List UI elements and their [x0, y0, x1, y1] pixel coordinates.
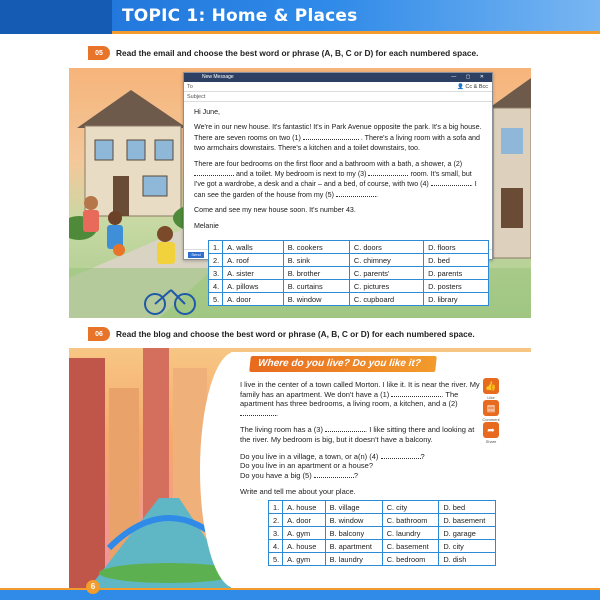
option-d[interactable]: D. basement [439, 514, 496, 527]
exercise-1-instruction [88, 45, 478, 61]
option-a[interactable]: A. gym [283, 553, 325, 566]
email-p1-part-b: . There's a living room with a sofa and two armchairs downstairs. There's a kitchen and a toilet downstairs, too. [194, 133, 480, 153]
option-c[interactable]: C. bedroom [382, 553, 439, 566]
question-number: 1. [269, 501, 283, 514]
blog-questions [240, 452, 480, 481]
exercise-1-text: Read the email and choose the best word or phrase (A, B, C or D) for each numbered space. [116, 48, 479, 58]
option-c[interactable]: C. doors [349, 241, 423, 254]
blog-p1-part-b: . The apartment has three bedrooms, a living room, a kitchen, and a (2) [240, 389, 459, 409]
option-d[interactable]: D. floors [424, 241, 489, 254]
option-b[interactable]: B. window [325, 514, 382, 527]
blog-paragraph-2 [240, 425, 480, 444]
option-b[interactable]: B. sink [283, 254, 349, 267]
option-d[interactable]: D. garage [439, 527, 496, 540]
email-p2-part-e: . [375, 190, 378, 199]
option-a[interactable]: A. door [283, 514, 325, 527]
email-window [183, 72, 493, 260]
option-a[interactable]: A. house [283, 540, 325, 553]
blog-blank-2 [240, 415, 276, 416]
option-b[interactable]: B. village [325, 501, 382, 514]
option-row [209, 293, 489, 306]
cc-bcc-label: Cc & Bcc [465, 84, 488, 90]
blog-question-3-b: ? [353, 470, 358, 480]
blog-question-1-b: ? [420, 451, 425, 461]
option-b[interactable]: B. laundry [325, 553, 382, 566]
email-subject-field[interactable] [184, 92, 492, 102]
exercise-2-instruction [88, 326, 475, 342]
email-body[interactable] [184, 102, 492, 231]
email-p2-part-b: and a toilet. My bedroom is next to my (3) [235, 170, 367, 179]
share-icon[interactable]: ➦ [483, 422, 499, 438]
email-paragraph-1 [194, 122, 484, 153]
option-d[interactable]: D. posters [424, 280, 489, 293]
option-row [269, 501, 496, 514]
option-b[interactable]: B. window [283, 293, 349, 306]
comment-label: Comment [482, 417, 500, 422]
option-a[interactable]: A. pillows [223, 280, 284, 293]
blank-1 [303, 139, 359, 140]
email-to-field[interactable] [184, 82, 492, 92]
comment-icon[interactable]: ▤ [483, 400, 499, 416]
blog-title: Where do you live? Do you like it? [249, 356, 437, 372]
send-button[interactable]: Send [188, 252, 204, 258]
share-label: Share [485, 439, 497, 444]
option-row [269, 527, 496, 540]
option-c[interactable]: C. laundry [382, 527, 439, 540]
option-b[interactable]: B. balcony [325, 527, 382, 540]
exercise-1-options [208, 240, 489, 306]
blank-5 [336, 196, 376, 197]
option-c[interactable]: C. pictures [349, 280, 423, 293]
option-a[interactable]: A. roof [223, 254, 284, 267]
person-icon: 👤 [456, 84, 466, 90]
window-controls-icon[interactable]: — ▢ ✕ [451, 74, 488, 80]
option-d[interactable]: D. bed [424, 254, 489, 267]
option-c[interactable]: C. chimney [349, 254, 423, 267]
email-p2-part-a: There are four bedrooms on the first floor and a bathroom with a bath, a shower, a (2) [194, 159, 463, 168]
option-c[interactable]: C. cupboard [349, 293, 423, 306]
option-d[interactable]: D. city [439, 540, 496, 553]
like-icon[interactable]: 👍 [483, 378, 499, 394]
option-a[interactable]: A. walls [223, 241, 284, 254]
blog-p2-part-a: The living room has a (3) [240, 425, 323, 435]
question-number: 4. [269, 540, 283, 553]
question-number: 1. [209, 241, 223, 254]
option-b[interactable]: B. apartment [325, 540, 382, 553]
option-d[interactable]: D. parents [424, 267, 489, 280]
blog-blank-4 [381, 458, 421, 459]
question-number: 4. [209, 280, 223, 293]
option-row [209, 280, 489, 293]
option-b[interactable]: B. cookers [283, 241, 349, 254]
option-row [209, 267, 489, 280]
option-a[interactable]: A. gym [283, 527, 325, 540]
exercise-2-badge: 06 [88, 327, 110, 341]
option-d[interactable]: D. bed [439, 501, 496, 514]
question-number: 2. [209, 254, 223, 267]
option-row [209, 241, 489, 254]
blog-p2-part-b: . I like sitting there and looking at the river. My bedroom is big, but it doesn't have a balcony. [240, 425, 475, 444]
like-label: Like [487, 395, 495, 400]
email-p2-part-c: room. It's small, but I've got a wardrobe, a desk and a chair – and a bed, of course, with two (4) [194, 170, 472, 189]
to-label: To [187, 84, 193, 90]
topic-header [0, 0, 600, 34]
exercise-2-options [268, 500, 496, 566]
option-row [269, 514, 496, 527]
blog-closing: Write and tell me about your place. [240, 487, 356, 497]
exercise-1-badge: 05 [88, 46, 110, 60]
email-p2-part-d: . I can see the garden of the house from my (5) [194, 180, 477, 199]
option-b[interactable]: B. curtains [283, 280, 349, 293]
option-d[interactable]: D. library [424, 293, 489, 306]
question-number: 3. [269, 527, 283, 540]
question-number: 5. [269, 553, 283, 566]
blank-3 [368, 175, 408, 176]
blog-p1-part-c: . [276, 408, 279, 418]
email-title-bar [184, 73, 492, 82]
cc-bcc-button[interactable] [457, 82, 488, 92]
option-c[interactable]: C. basement [382, 540, 439, 553]
email-window-title: New Message [202, 74, 234, 80]
blog-p1-part-a: I live in the center of a town called Morton. I like it. It is near the river. My family has an apartment. We don't have a (1) [240, 380, 480, 399]
blog-blank-1 [391, 396, 441, 397]
option-a[interactable]: A. sister [223, 267, 284, 280]
blank-2 [194, 175, 234, 176]
blog-paragraph-1 [240, 380, 480, 418]
blog-body [240, 380, 480, 504]
email-p1-part-a: We're in our new house. It's fantastic! It's in Park Avenue opposite the park. It's a big house. There are seven rooms on two (1) [194, 123, 482, 142]
option-a[interactable]: A. house [283, 501, 325, 514]
subject-label: Subject [187, 94, 206, 100]
option-c[interactable]: C. city [382, 501, 439, 514]
option-a[interactable]: A. door [223, 293, 284, 306]
option-c[interactable]: C. bathroom [382, 514, 439, 527]
option-row [269, 540, 496, 553]
page-title: TOPIC 1: Home & Places [122, 6, 358, 26]
option-row [209, 254, 489, 267]
header-tab [0, 0, 112, 34]
blog-question-2: Do you live in an apartment or a house? [240, 461, 373, 471]
blog-question-3-a: Do you have a big (5) [240, 470, 312, 480]
option-d[interactable]: D. dish [439, 553, 496, 566]
email-paragraph-2 [194, 159, 484, 201]
blog-question-1-a: Do you live in a village, a town, or a(n) (4) [240, 451, 379, 461]
question-number: 2. [269, 514, 283, 527]
option-c[interactable]: C. parents' [349, 267, 423, 280]
email-signoff: Melanie [194, 221, 219, 230]
blog-blank-3 [325, 431, 365, 432]
exercise-2-text: Read the blog and choose the best word or phrase (A, B, C or D) for each numbered space. [116, 329, 475, 339]
blog-blank-5 [314, 477, 354, 478]
question-number: 3. [209, 267, 223, 280]
question-number: 5. [209, 293, 223, 306]
blank-4 [431, 185, 471, 186]
option-row [269, 553, 496, 566]
email-paragraph-3: Come and see my new house soon. It's number 43. [194, 206, 356, 215]
option-b[interactable]: B. brother [283, 267, 349, 280]
page-number: 6 [86, 580, 100, 594]
email-greeting: Hi June, [194, 108, 221, 116]
